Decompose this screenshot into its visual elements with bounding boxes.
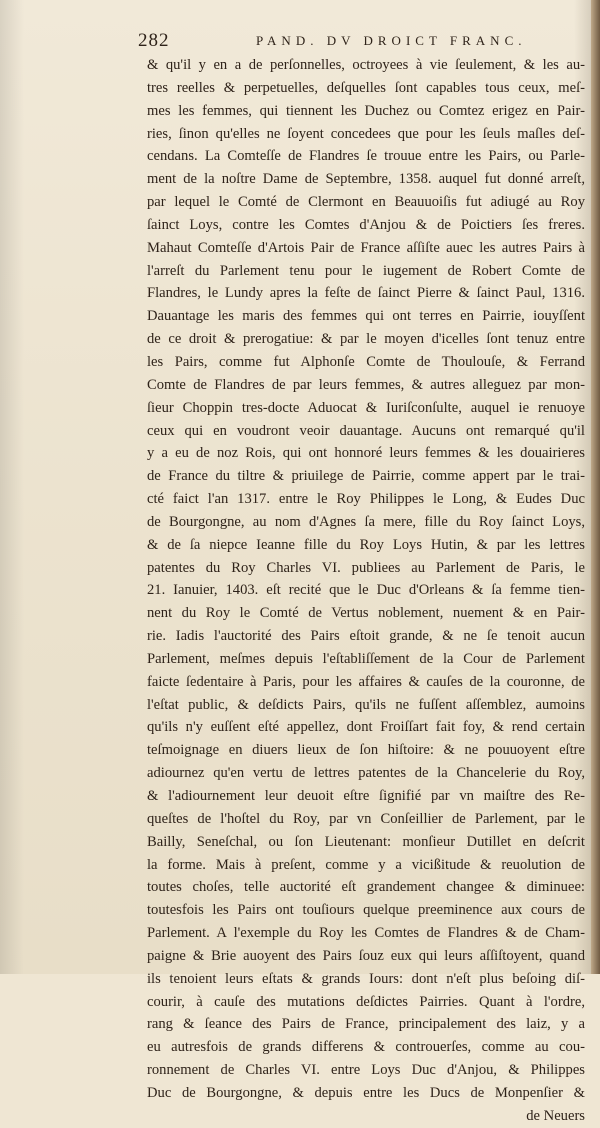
text-line: & qu'il y en a de perſonnelles, octroyees à vie ſeulement, & les au- <box>147 57 585 73</box>
text-line: qu'ils n'y euſſent eſté appellez, dont Froiſſart fait foy, & rend certain <box>147 719 585 736</box>
text-line: mes les femmes, qui tiennent les Duchez ou Comtez erigez en Pair- <box>147 102 585 119</box>
text-line: rang & ſeance des Pairs de France, principalement des laiz, y a <box>147 1016 585 1033</box>
running-title: PAND. DV DROICT FRANC. <box>256 33 527 48</box>
text-line: toutes choſes, telle auctorité eſt grandement changee & diminuee: <box>147 879 585 896</box>
text-line: rie. Iadis l'auctorité des Pairs eſtoit grande, & ne ſe tenoit aucun <box>147 628 585 645</box>
page-number: 282 <box>138 30 170 51</box>
text-line: par lequel le Comté de Clermont en Beauuoiſis fut adiugé au Roy <box>147 194 585 211</box>
text-line: cté faict l'an 1317. entre le Roy Philippes le Long, & Eudes Duc <box>147 491 585 508</box>
text-line: paigne & Brie auoyent des Pairs ſouz eux qui leurs aſſiſtoyent, quand <box>147 947 585 964</box>
text-line: ſainct Loys, contre les Comtes d'Anjou & de Poictiers ſes freres. <box>147 216 585 233</box>
text-line: patentes du Roy Charles VI. publiees au Parlement de Paris, le <box>147 559 585 576</box>
text-line: ceux qui en voudront veoir dauantage. Aucuns ont remarqué qu'il <box>147 422 585 439</box>
text-line: de ce droit & prerogatiue: & par le moyen d'icelles ſont tenuz entre <box>147 331 585 348</box>
text-line: eu autresfois de grands differens & controuerſes, comme au cou- <box>147 1039 585 1056</box>
text-line: ries, ſinon qu'elles ne ſoyent concedees que pour les ſeuls maſles deſ- <box>147 125 585 142</box>
text-line: 21. Ianuier, 1403. eſt recité que le Duc d'Orleans & ſa femme tien- <box>147 582 585 599</box>
text-line: nent du Roy le Comté de Vertus noblement, nuement & en Pair- <box>147 605 585 622</box>
text-line: Parlement. A l'exemple du Roy les Comtes de Flandres & de Cham- <box>147 925 585 942</box>
text-line: les Pairs, comme fut Alphonſe Comte de Thoulouſe, & Ferrand <box>147 353 585 370</box>
text-line: ils tenoient leurs eſtats & grands Iours: dont n'eſt plus beſoing diſ- <box>147 970 585 987</box>
body-text <box>147 54 585 1128</box>
catchword: de Neuers <box>526 1107 585 1124</box>
text-line: Flandres, le Lundy apres la feſte de ſainct Pierre & ſainct Paul, 1316. <box>147 285 585 302</box>
text-line: toutesfois les Pairs ont touſiours quelque preeminence aux cours de <box>147 902 585 919</box>
text-line: de Bourgongne, au nom d'Agnes ſa mere, fille du Roy ſainct Loys, <box>147 513 585 530</box>
text-line: la forme. Mais à preſent, comme y a vicißitude & reuolution de <box>147 856 585 873</box>
text-line: courir, à cauſe des mutations deſdictes Pairries. Quant à l'ordre, <box>147 993 585 1010</box>
text-line: Bailly, Seneſchal, ou ſon Lieutenant: monſieur Dutillet en deſcrit <box>147 833 585 850</box>
text-line: l'arreſt du Parlement tenu pour le iugement de Robert Comte de <box>147 262 585 279</box>
text-line: tres reelles & perpetuelles, deſquelles ſont capables tous ceux, meſ- <box>147 79 585 96</box>
text-line: y a eu de noz Rois, qui ont honnoré leurs femmes & les douairieres <box>147 445 585 462</box>
text-line: teſmoignage en diuers lieux de ſon hiſtoire: & ne pouuoyent eſtre <box>147 742 585 759</box>
text-line: adiournez qu'en vertu de lettres patentes de la Chancelerie du Roy, <box>147 765 585 782</box>
text-line: Duc de Bourgongne, & depuis entre les Ducs de Monpenſier & <box>147 1084 585 1101</box>
text-line: ſieur Choppin tres-docte Aduocat & Iuriſconſulte, auquel ie renuoye <box>147 399 585 416</box>
text-line: & l'adiournement leur deuoit eſtre ſignifié par vn maiſtre des Re- <box>147 788 585 804</box>
text-line: Parlement, meſmes depuis l'eſtabliſſement de la Cour de Parlement <box>147 650 585 667</box>
text-line: faicte ſedentaire à Paris, pour les affaires & cauſes de la couronne, de <box>147 673 585 690</box>
text-line: Dauantage les maris des femmes qui ont terres en Pairrie, iouyſſent <box>147 308 585 325</box>
text-line: ment de la noſtre Dame de Septembre, 1358. auquel fut donné arreſt, <box>147 171 585 188</box>
page-gutter-shadow <box>591 0 600 974</box>
text-line: queſtes de l'hoſtel du Roy, par vn Conſeillier de Parlement, par le <box>147 810 585 827</box>
text-line: & de ſa niepce Ieanne fille du Roy Loys Hutin, & par les lettres <box>147 536 585 553</box>
text-line: de France du tiltre & priuilege de Pairrie, comme appert par le trai- <box>147 468 585 485</box>
text-line: Mahaut Comteſſe d'Artois Pair de France aſſiſte auec les autres Pairs à <box>147 239 585 256</box>
running-head <box>138 30 598 52</box>
text-line: cendans. La Comteſſe de Flandres ſe trouue entre les Pairs, ou Parle- <box>147 148 585 165</box>
text-line: l'eſtat public, & deſdicts Pairs, qu'ils ne fuſſent aſſemblez, aumoins <box>147 696 585 713</box>
text-line: Comte de Flandres de par leurs femmes, & autres alleguez par mon- <box>147 376 585 393</box>
text-line: ronnement de Charles VI. entre Loys Duc d'Anjou, & Philippes <box>147 1062 585 1079</box>
